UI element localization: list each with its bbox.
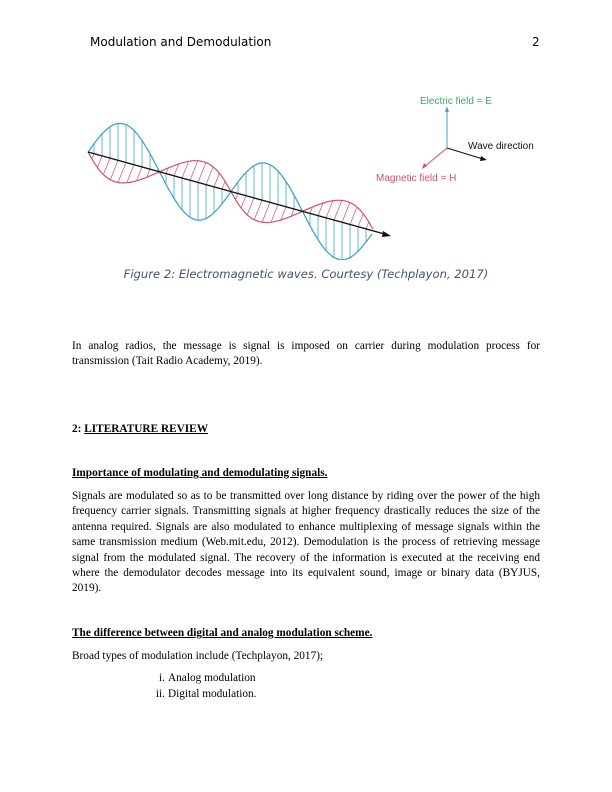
section-heading xyxy=(72,422,540,437)
arrowhead-icon xyxy=(382,231,391,237)
magnetic-vector xyxy=(222,181,225,189)
list-item-number: i. xyxy=(159,672,165,684)
h-axis-arrow xyxy=(424,148,447,167)
list-item-number: ii. xyxy=(155,688,165,700)
magnetic-vector xyxy=(350,207,357,224)
magnetic-vector xyxy=(236,194,238,200)
magnetic-vector xyxy=(342,203,350,223)
running-header-title: Modulation and Demodulation xyxy=(90,35,272,49)
magnetic-vector xyxy=(271,205,278,223)
magnetic-vector xyxy=(247,198,254,215)
magnetic-vector xyxy=(326,201,333,218)
magnetic-vector xyxy=(97,156,102,168)
magnetic-vector xyxy=(190,161,198,181)
list-item: Analog modulation xyxy=(168,672,256,684)
wave-drawing xyxy=(88,123,391,259)
magnetic-vector xyxy=(366,222,369,229)
wave-direction-label: Wave direction xyxy=(468,141,534,152)
figure-caption: Figure 2: Electromagnetic waves. Courtesy (Techplayon, 2017) xyxy=(123,267,489,281)
magnetic-vector xyxy=(334,200,342,220)
magnetic-vector xyxy=(92,154,94,159)
section-number: 2: xyxy=(72,423,85,435)
axes-legend xyxy=(376,96,534,184)
page-number: 2 xyxy=(532,35,540,49)
magnetic-vector xyxy=(358,214,363,227)
magnetic-vector xyxy=(103,158,110,174)
importance-paragraph: Signals are modulated so as to be transmitted over long distance by riding over the power of the high frequency carrier signals. Transmitting signals at higher frequency drastically reduces the size of the antenna required. Signals are also modulated to enhance multiplexing of message signals within the same transmission medium (Web.mit.edu, 2012). Demodulation is the process of retrieving message signal from the modulated signal. The recovery of the information is executed at the receiving end where the demodulator decodes message into its equivalent sound, image or binary data (BYJUS, 2019). xyxy=(72,490,540,595)
magnetic-vector xyxy=(118,163,126,183)
subsection-heading-difference: The difference between digital and analog modulation scheme. xyxy=(72,627,373,639)
electromagnetic-wave-figure xyxy=(0,0,612,260)
magnetic-vector xyxy=(254,200,262,220)
subsection-heading-importance: Importance of modulating and demodulating signals. xyxy=(72,467,328,479)
magnetic-vector xyxy=(110,160,118,179)
propagation-axis xyxy=(88,152,388,235)
magnetic-vector xyxy=(241,196,246,208)
magnetic-vector xyxy=(206,167,213,185)
section-title: LITERATURE REVIEW xyxy=(84,423,209,435)
magnetic-field-label: Magnetic field = H xyxy=(376,173,457,184)
magnetic-vector xyxy=(214,173,219,187)
electric-field-label: Electric field = E xyxy=(420,96,492,107)
magnetic-vector xyxy=(182,161,189,178)
list-item: Digital modulation. xyxy=(168,688,257,700)
magnetic-vector xyxy=(262,202,270,222)
difference-paragraph: Broad types of modulation include (Techplayon, 2017); xyxy=(72,650,324,662)
magnetic-vector xyxy=(127,165,134,183)
magnetic-vector xyxy=(198,163,206,183)
intro-paragraph: In analog radios, the message is signal is imposed on carrier during modulation process for transmission (Tait Radio Academy, 2019). xyxy=(72,340,540,368)
